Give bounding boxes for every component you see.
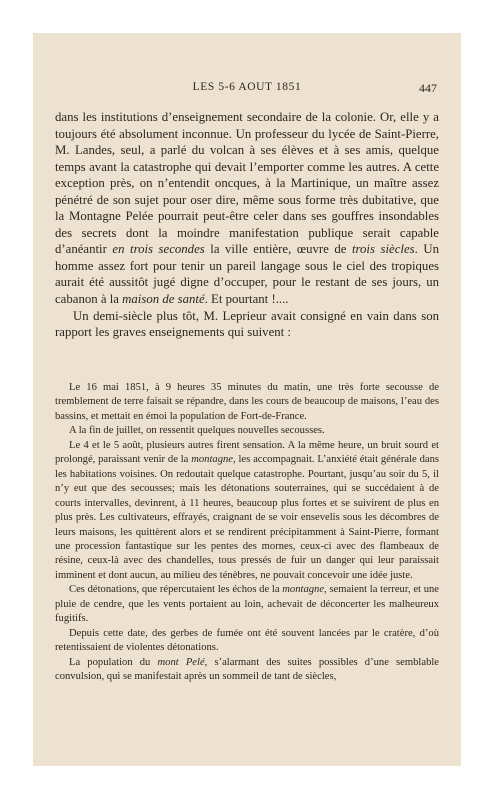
paragraph-intro — [55, 109, 439, 308]
text-run: Le 4 et le 5 août, plusieurs autres firent sensation. A la même heure, un bruit sourd et prolongé, paraissant venir de la — [55, 439, 439, 466]
text-run: , s’alarmant des suites possibles d’une semblable convulsion, qui se manifestait après un sommeil de tant de siècles, — [55, 656, 440, 683]
italic-text: maison de santé — [122, 292, 205, 307]
italic-text: mont Pelé — [157, 656, 205, 668]
italic-text: en trois secondes — [112, 242, 205, 257]
quote-paragraph — [55, 627, 439, 656]
quoted-report — [55, 381, 439, 685]
text-run: A la fin de juillet, on ressentit quelques nouvelles secousses. — [69, 425, 325, 437]
text-run: Depuis cette date, des gerbes de fumée ont été souvent lancées par le cratère, d’où retentissaient de violentes détonations. — [55, 627, 439, 654]
quote-paragraph — [55, 656, 439, 685]
book-page — [33, 33, 461, 766]
text-run: la ville entière, œuvre de — [204, 242, 352, 257]
main-text — [55, 109, 439, 341]
quote-paragraph — [55, 424, 439, 438]
running-header — [57, 81, 437, 95]
quote-paragraph — [55, 583, 439, 626]
text-run: . Et pourtant !.... — [204, 292, 289, 307]
text-run: . Un homme assez fort pour tenir un pareil langage sous le ciel des tropiques aurait été aussitôt jugé digne d’occuper, pour le restant de ses jours, un cabanon à la — [55, 242, 439, 307]
page-number: 447 — [419, 81, 437, 95]
text-run: La population du — [69, 656, 158, 668]
quote-paragraph — [55, 381, 439, 424]
running-title: LES 5-6 AOUT 1851 — [192, 81, 302, 93]
text-run: , semaient la terreur, et une pluie de cendre, que les vents portaient au loin, achevait de déconcerter les malheureux fugitifs. — [55, 584, 439, 625]
text-run: , les accompagnait. L’anxiété était générale dans les habitations voisines. On redoutait quelque catastrophe. Pourtant, jusqu’au soir du 5, il n’y eut que des secousses; mais les détonations souterraines, qui se succédaient à de courts intervalles, devinrent, à 11 heures, beaucoup plus fortes et se suivirent de plus en plus près. Les cultivateurs, effrayés, craignant de se voir ensevelis sous les décombres de leurs maisons, les quittèrent alors et se rendirent précipitamment à Saint-Pierre, formant une procession fantastique sur les pentes des mornes, ceux-ci avec des flambeaux de résine, ceux-là avec des chandelles, tous pressés de fuir un danger qui leur paraissait imminent et dont aucun, au milieu des ténèbres, ne pouvait concevoir une idée juste. — [55, 454, 439, 581]
text-run: Un demi-siècle plus tôt, M. Leprieur avait consigné en vain dans son rapport les graves enseignements qui suivent : — [55, 308, 439, 340]
paragraph-leprieur — [55, 308, 439, 341]
quote-paragraph — [55, 439, 439, 584]
text-run: Le 16 mai 1851, à 9 heures 35 minutes du matin, une très forte secousse de tremblement de terre faisait se répandre, dans les cours de beaucoup de maisons, l’eau des bassins, et mettait en émoi la population de Fort-de-France. — [55, 382, 439, 422]
italic-text: trois siècles — [351, 242, 415, 257]
italic-text: montagne — [282, 584, 325, 596]
italic-text: montagne — [191, 454, 233, 466]
text-run: Ces détonations, que répercutaient les échos de la — [69, 584, 283, 596]
text-run: dans les institutions d’enseignement secondaire de la colonie. Or, elle y a toujours été absolument inconnue. Un professeur du lycée de Saint-Pierre, M. Landes, seul, a parlé du volcan à ses élèves et à ses amis, quelque temps avant la catastrophe qui devait l’emporter comme les autres. A cette exception près, on n’entendit oncques, à la Martinique, un maître assez pénétré de son sujet pour oser dire, même sous forme très dubitative, que la Montagne Pelée pourrait peut-être celer dans ses gouffres insondables des secrets dont la moindre manifestation publique serait capable d’anéantir — [55, 110, 439, 257]
